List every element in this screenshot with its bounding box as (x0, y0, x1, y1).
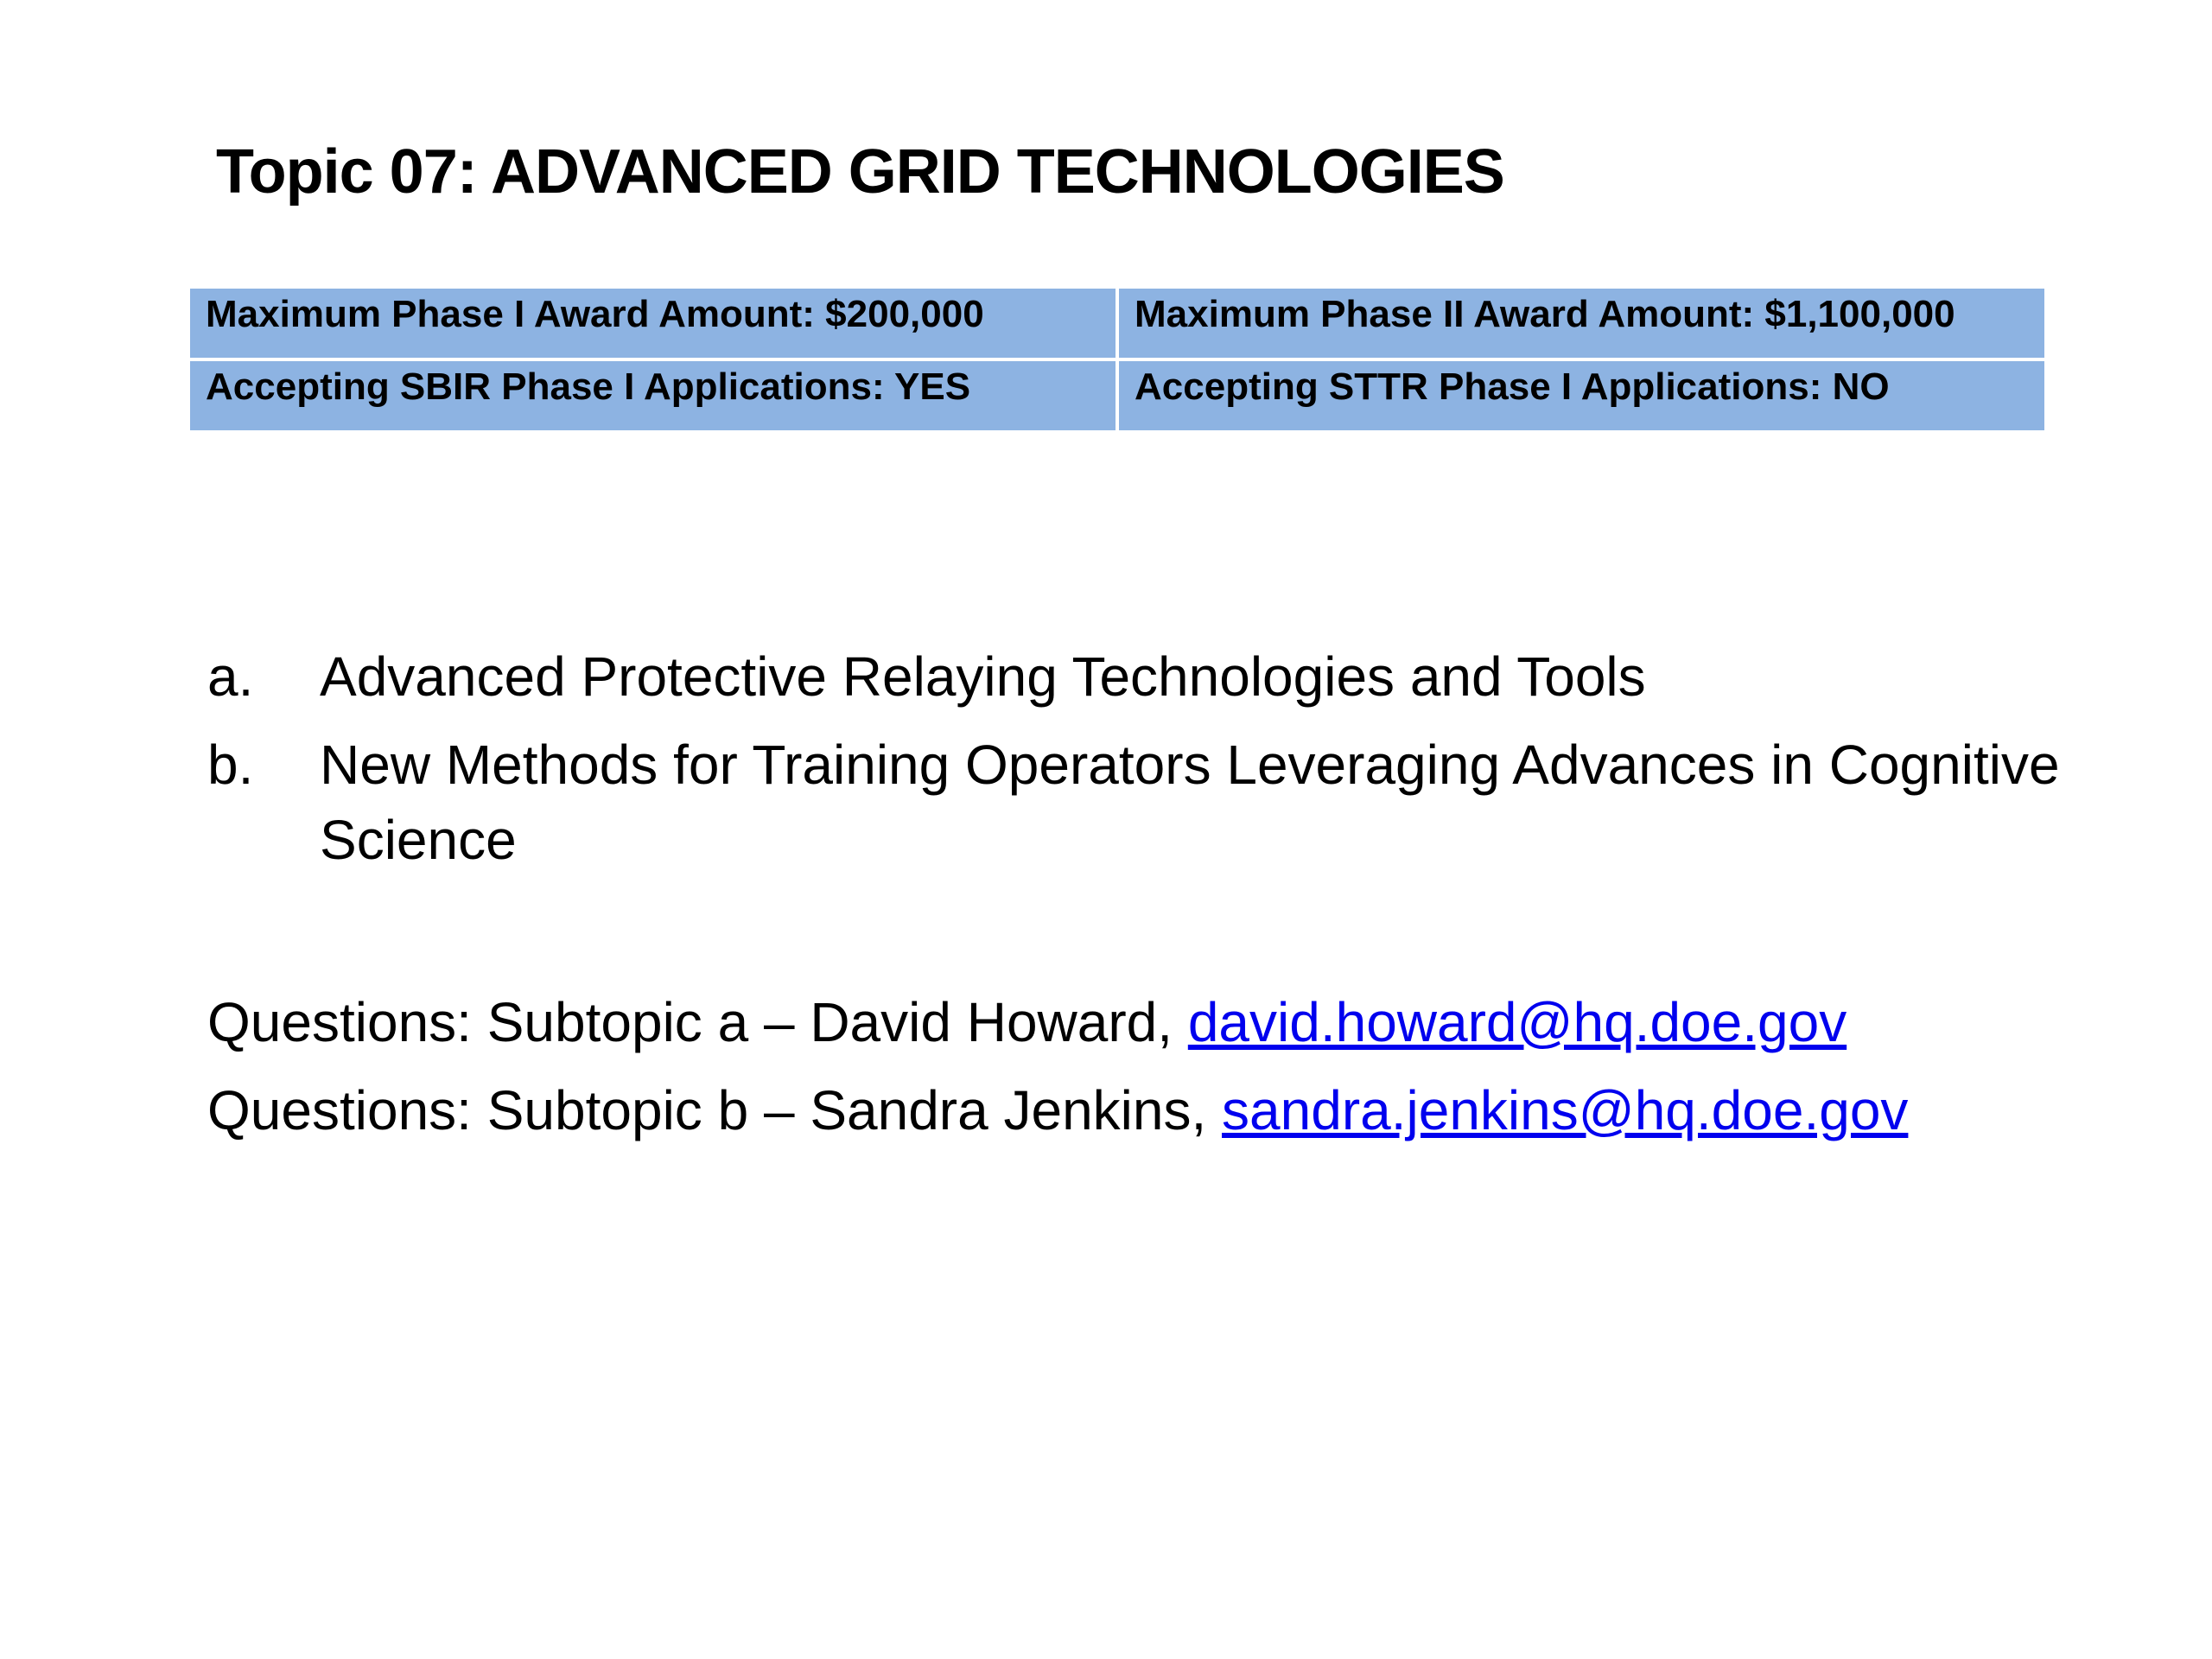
question-prefix: Questions: Subtopic a – David Howard, (207, 991, 1188, 1053)
list-item-subtopic-b (207, 728, 2065, 877)
question-line-b (207, 1073, 2108, 1147)
table-cell-sttr-phase1 (1119, 361, 2044, 430)
table-row (190, 289, 2044, 358)
question-line-a (207, 985, 2108, 1059)
question-prefix: Questions: Subtopic b – Sandra Jenkins, (207, 1079, 1223, 1142)
list-item-subtopic-a (207, 639, 2065, 714)
table-cell-sbir-phase1 (190, 361, 1116, 430)
table-row (190, 361, 2044, 430)
page-title: Topic 07: ADVANCED GRID TECHNOLOGIES (216, 137, 1504, 207)
email-link-sandra-jenkins[interactable]: sandra.jenkins@hq.doe.gov (1222, 1079, 1909, 1142)
table-cell-text: Maximum Phase I Award Amount: $200,000 (206, 293, 984, 335)
subtopic-text: Advanced Protective Relaying Technologies and Tools (320, 645, 1646, 708)
table-cell-text: Accepting STTR Phase I Applications: NO (1135, 365, 1890, 408)
table-cell-max-phase2-award (1119, 289, 2044, 358)
table-cell-text: Accepting SBIR Phase I Applications: YES (206, 365, 971, 408)
list-marker: a. (207, 645, 254, 708)
email-link-david-howard[interactable]: david.howard@hq.doe.gov (1187, 991, 1847, 1053)
questions-section (207, 985, 2108, 1162)
table-cell-max-phase1-award (190, 289, 1116, 358)
table-cell-text: Maximum Phase II Award Amount: $1,100,000 (1135, 293, 1955, 335)
subtopic-text: New Methods for Training Operators Leveraging Advances in Cognitive Science (320, 734, 2060, 871)
list-marker: b. (207, 734, 254, 797)
subtopic-list (207, 639, 2065, 891)
award-info-table (187, 285, 2048, 434)
